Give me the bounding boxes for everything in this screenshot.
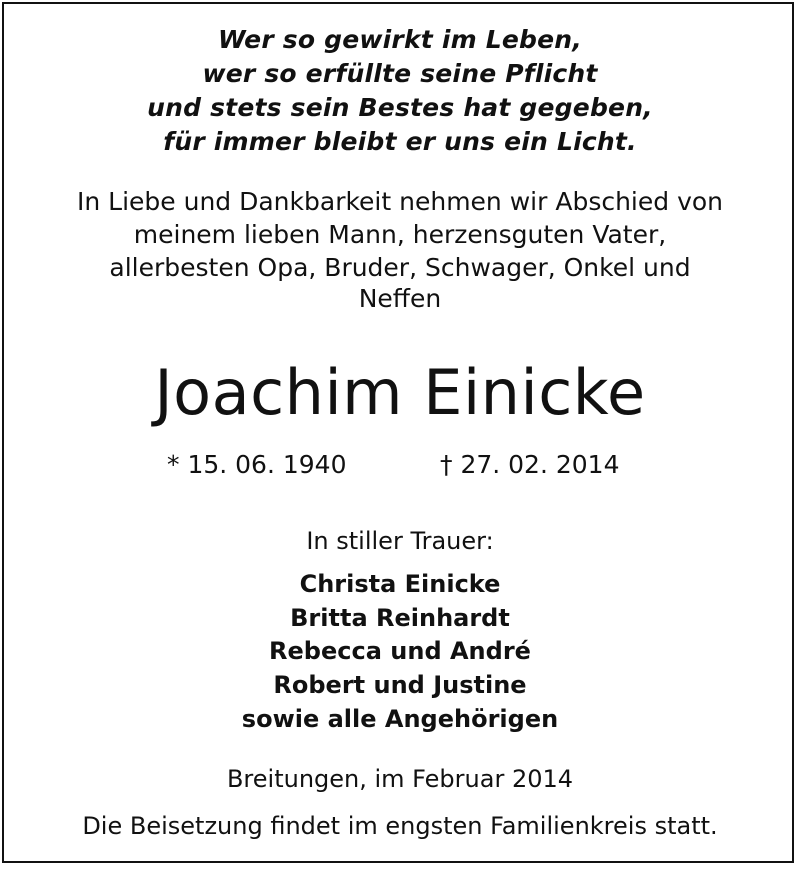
deceased-name: Joachim Einicke: [154, 356, 646, 429]
intro-line: In Liebe und Dankbarkeit nehmen wir Abschied von: [76, 187, 724, 216]
poem-line: wer so erfüllte seine Pflicht: [202, 59, 598, 88]
mourner-name: Robert und Justine: [273, 671, 527, 699]
mourning-heading: In stiller Trauer:: [306, 527, 494, 555]
birth-date: * 15. 06. 1940: [167, 450, 347, 479]
place-date: Breitungen, im Februar 2014: [226, 765, 574, 793]
poem-line: und stets sein Bestes hat gegeben,: [147, 93, 653, 122]
poem-line: Wer so gewirkt im Leben,: [217, 25, 582, 54]
funeral-note: Die Beisetzung findet im engsten Familienkreis statt.: [82, 812, 718, 840]
mourner-name: Christa Einicke: [299, 570, 501, 598]
poem-line: für immer bleibt er uns ein Licht.: [163, 127, 637, 156]
mourner-name: sowie alle Angehörigen: [241, 705, 559, 733]
mourner-name: Rebecca und André: [269, 637, 531, 665]
intro-line: meinem lieben Mann, herzensguten Vater,: [133, 220, 667, 249]
intro-line: allerbesten Opa, Bruder, Schwager, Onkel und: [109, 253, 691, 282]
death-date: † 27. 02. 2014: [440, 450, 620, 479]
mourner-name: Britta Reinhardt: [290, 604, 510, 632]
intro-line: Neffen: [358, 284, 442, 313]
